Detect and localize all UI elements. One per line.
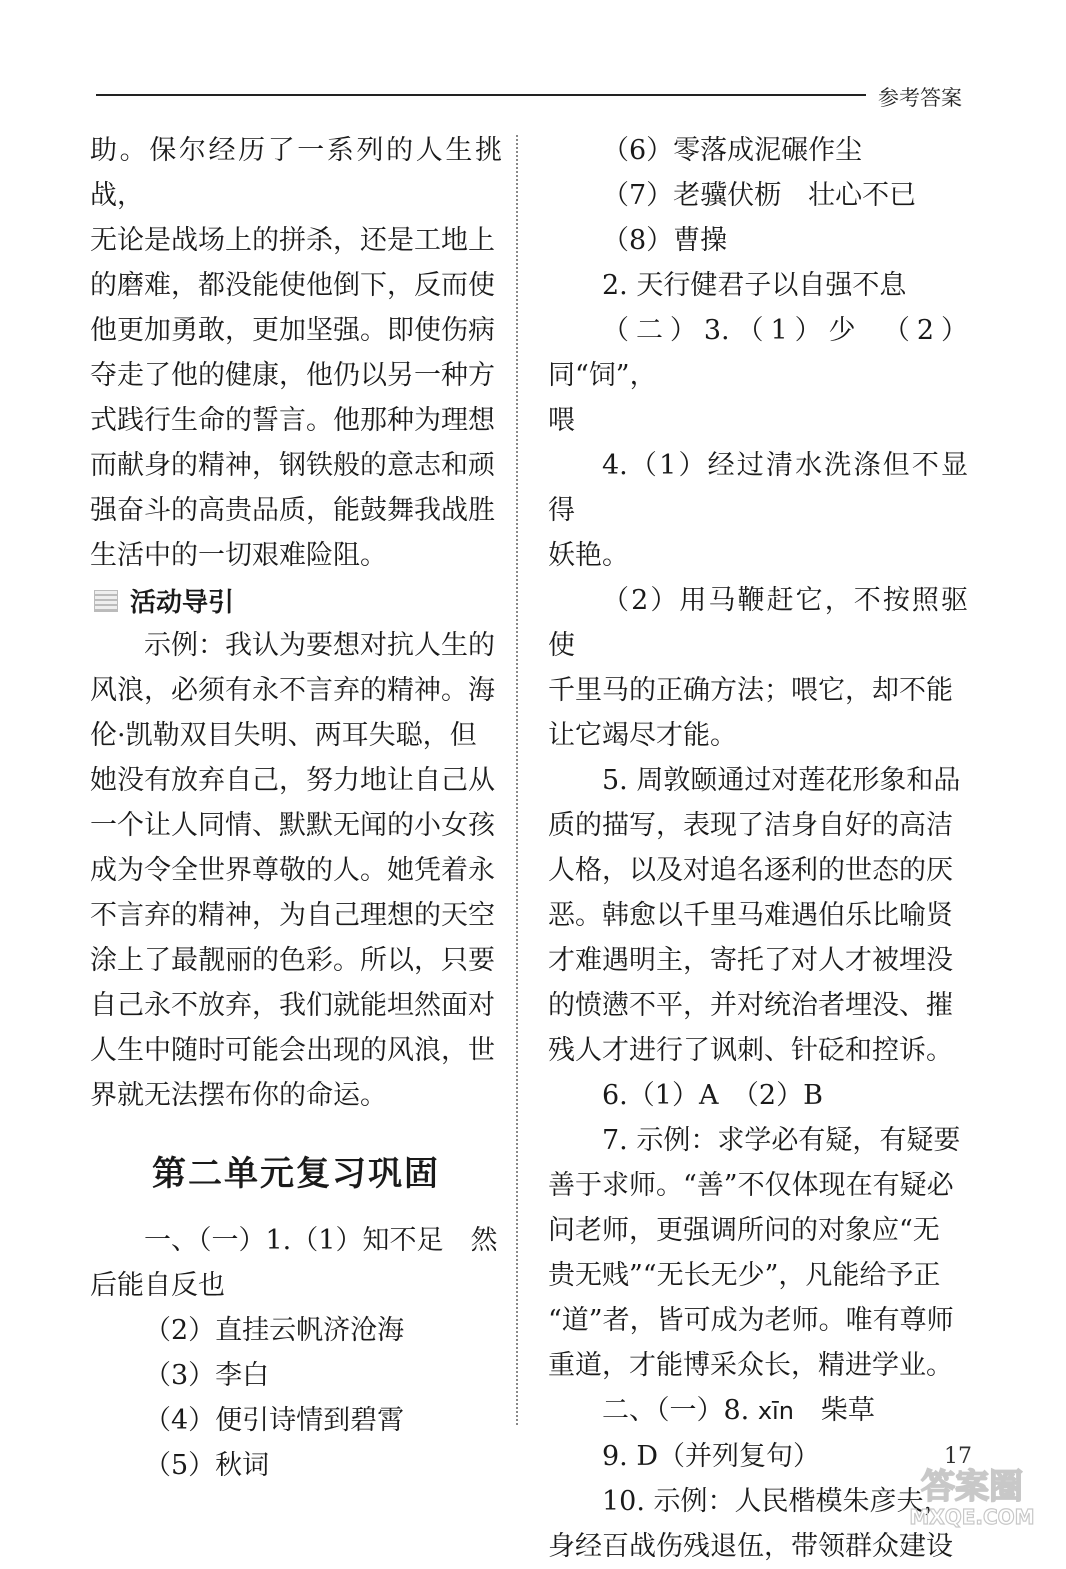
text-line: 一个让人同情、默默无闻的小女孩 xyxy=(90,810,495,841)
text-line: 人生中随时可能会出现的风浪，世 xyxy=(90,1035,495,1066)
answer-line xyxy=(548,1388,968,1434)
watermark-text: 答案圈 xyxy=(921,1467,1023,1507)
answer-line: 质的描写，表现了洁身自好的高洁 xyxy=(548,810,953,841)
text-line: 风浪，必须有永不言弃的精神。海 xyxy=(90,675,495,706)
answer-line: 6.（1）A （2）B xyxy=(602,1080,823,1111)
text-line: 涂上了最靓丽的色彩。所以，只要 xyxy=(90,945,495,976)
text-line: 伦·凯勒双目失明、两耳失聪，但 xyxy=(90,720,477,751)
text-line: 生活中的一切艰难险阻。 xyxy=(90,540,387,571)
answer-line: 4.（1）经过清水洗涤但不显得 xyxy=(548,450,968,526)
answer-line: 2. 天行健君子以自强不息 xyxy=(602,270,907,301)
answer-line: 妖艳。 xyxy=(548,540,629,571)
answer-line: 的愤懑不平，并对统治者埋没、摧 xyxy=(548,990,953,1021)
text-line: 无论是战场上的拼杀，还是工地上 xyxy=(90,225,495,256)
text-line: 夺走了他的健康，他仍以另一种方 xyxy=(90,360,495,391)
text-line: 而献身的精神，钢铁般的意志和顽 xyxy=(90,450,495,481)
text-line: 成为令全世界尊敬的人。她凭着永 xyxy=(90,855,495,886)
activity-title: 活动导引 xyxy=(130,588,235,618)
answer-line: 人格，以及对追名逐利的世态的厌 xyxy=(548,855,953,886)
answer-line: （4）便引诗情到碧霄 xyxy=(144,1405,405,1436)
answer-text: 二、（一）8. xyxy=(602,1395,758,1426)
answer-line: 贵无贱”“无长无少”，凡能给予正 xyxy=(548,1260,941,1291)
answer-line: （3）李白 xyxy=(144,1360,270,1391)
answer-line: 一、（一）1.（1）知不足 然 xyxy=(144,1225,498,1256)
answer-line: 才难遇明主，寄托了对人才被埋没 xyxy=(548,945,953,976)
answer-line: （2）直挂云帆济沧海 xyxy=(144,1315,405,1346)
answer-line: 重道，才能博采众长，精进学业。 xyxy=(548,1350,953,1381)
column-divider xyxy=(516,135,518,1425)
answer-line: 身经百战伤残退伍，带领群众建设 xyxy=(548,1531,953,1562)
text-line: 他更加勇敢，更加坚强。即使伤病 xyxy=(90,315,495,346)
watermark-logo xyxy=(888,1462,1056,1530)
answer-line: 千里马的正确方法；喂它，却不能 xyxy=(548,675,953,706)
answer-line: （2）用马鞭赶它，不按照驱使 xyxy=(548,585,968,661)
text-line: 示例：我认为要想对抗人生的 xyxy=(144,630,495,661)
pinyin-text: xīn xyxy=(757,1397,794,1425)
watermark-url: MXQE.COM xyxy=(909,1505,1035,1529)
answer-line: （6）零落成泥碾作尘 xyxy=(602,135,863,166)
unit-title: 第二单元复习巩固 xyxy=(152,1154,440,1194)
answer-line: “道”者，皆可成为老师。唯有尊师 xyxy=(548,1305,954,1336)
answer-line: 5. 周敦颐通过对莲花形象和品 xyxy=(602,765,961,796)
answer-line: 喂 xyxy=(548,405,575,436)
text-line: 她没有放弃自己，努力地让自己从 xyxy=(90,765,495,796)
answer-line: 9. D（并列复句） xyxy=(602,1441,820,1472)
text-line: 自己永不放弃，我们就能坦然面对 xyxy=(90,990,495,1021)
book-icon xyxy=(94,590,118,612)
text-line: 界就无法摆布你的命运。 xyxy=(90,1080,387,1111)
answer-line: 后能自反也 xyxy=(90,1270,225,1301)
left-column xyxy=(90,128,502,1488)
text-line: 强奋斗的高贵品质，能鼓舞我战胜 xyxy=(90,495,495,526)
answer-line: 让它竭尽才能。 xyxy=(548,720,737,751)
text-line: 不言弃的精神，为自己理想的天空 xyxy=(90,900,495,931)
header-rule xyxy=(96,94,866,96)
text-line: 助。保尔经历了一系列的人生挑战， xyxy=(90,135,502,211)
answer-line: 善于求师。“善”不仅体现在有疑必 xyxy=(548,1170,954,1201)
answer-text: 柴草 xyxy=(793,1395,875,1426)
activity-heading xyxy=(90,578,502,623)
answer-line: 恶。韩愈以千里马难遇伯乐比喻贤 xyxy=(548,900,953,931)
text-line: 式践行生命的誓言。他那种为理想 xyxy=(90,405,495,436)
answer-line: 7. 示例：求学必有疑，有疑要 xyxy=(602,1125,961,1156)
page-number: 17 xyxy=(944,1444,972,1469)
running-header: 参考答案 xyxy=(878,86,962,110)
right-column xyxy=(548,128,968,1569)
answer-line: （7）老骥伏枥 壮心不已 xyxy=(602,180,917,211)
answer-line: 残人才进行了讽刺、针砭和控诉。 xyxy=(548,1035,953,1066)
answer-line: （5）秋词 xyxy=(144,1450,270,1481)
answer-line: 问老师，更强调所问的对象应“无 xyxy=(548,1215,940,1246)
answer-line: （8）曹操 xyxy=(602,225,728,256)
answer-line: 10. 示例：人民楷模朱彦夫， xyxy=(602,1486,951,1517)
text-line: 的磨难，都没能使他倒下，反而使 xyxy=(90,270,495,301)
answer-line: （二）3.（1）少 （2）同“饲”， xyxy=(548,315,968,391)
